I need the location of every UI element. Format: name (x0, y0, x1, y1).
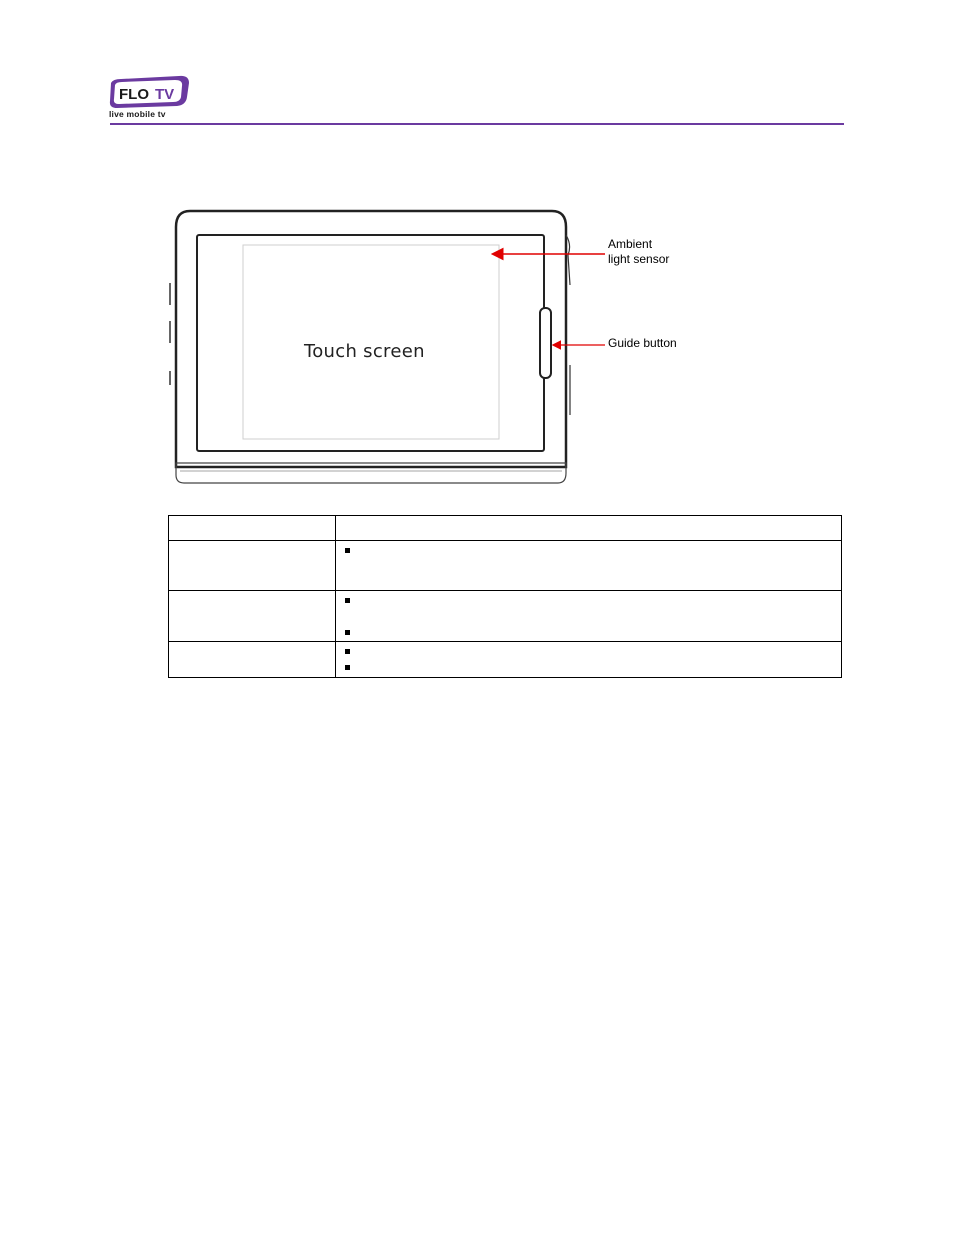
logo-flo-text: FLO (119, 86, 149, 103)
ambient-callout-line2: light sensor (608, 252, 670, 266)
table-row (169, 591, 842, 642)
flotv-logo-mark (107, 75, 191, 111)
bullet-item (345, 642, 841, 658)
flotv-logo (107, 75, 191, 120)
ambient-callout-line1: Ambient (608, 237, 653, 251)
table-row-label (169, 541, 336, 591)
table-header-row (169, 516, 842, 541)
table-header-cell (336, 516, 842, 541)
guide-callout-label: Guide button (608, 336, 677, 350)
guide-button (540, 308, 551, 378)
bullet-list (336, 642, 841, 674)
logo-tagline: live mobile tv (109, 109, 166, 119)
table-row-label (169, 591, 336, 642)
device-outer-body (176, 211, 566, 467)
bullet-item (345, 658, 841, 674)
feature-table (168, 515, 842, 678)
table-row-label (169, 642, 336, 678)
bullet-item (345, 541, 841, 557)
table-row-description (336, 591, 842, 642)
bullet-list (336, 541, 841, 557)
guide-button-callout (608, 336, 677, 351)
table-row-description (336, 642, 842, 678)
table-row-description (336, 541, 842, 591)
table-row (169, 642, 842, 678)
bullet-list (336, 591, 841, 639)
table-row (169, 541, 842, 591)
bullet-item (345, 591, 841, 623)
table-header-cell (169, 516, 336, 541)
touch-screen-label: Touch screen (304, 341, 425, 362)
ambient-light-sensor-callout (608, 237, 669, 267)
bullet-item (345, 623, 841, 639)
header-divider (110, 123, 844, 125)
logo-tv-text: TV (155, 86, 175, 103)
